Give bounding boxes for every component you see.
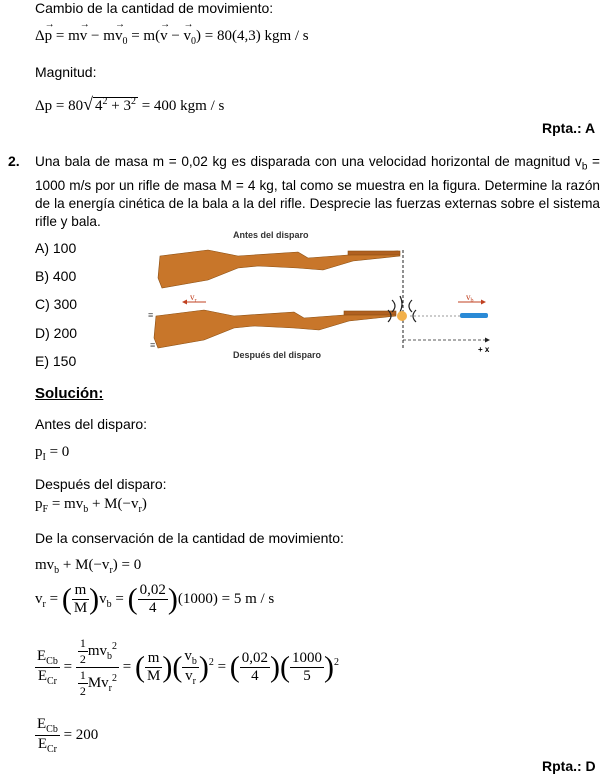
label-after-shot: Después del disparo: [233, 350, 322, 360]
eq-result: $\frac{E_{Cb}}{E_{Cr}}$ = 200: [37, 716, 99, 755]
before-shot-label: Antes del disparo:: [35, 416, 148, 432]
magnitude-label: Magnitud:: [35, 64, 97, 80]
option-a: A) 100: [35, 240, 77, 256]
problem-number: 2.: [8, 153, 20, 169]
rifle-figure: [148, 228, 518, 364]
rifle-before-icon: [158, 250, 400, 288]
rifle-after-icon: [154, 310, 396, 348]
label-axis: + x: [478, 345, 490, 354]
label-vr: $v_r$: [190, 292, 197, 304]
eq-vr: $v_r$ = ( $\frac{m}{M}$ )$v_b$ = ( $\frac{0,02}{4}$ )(1000) = 5 m / s: [35, 582, 275, 616]
option-d: D) 200: [35, 325, 78, 341]
momentum-change-equation: Δp → = mv → − mv → $_0$ = m(v → − v → $_0$) = 80(4,3) kgm / s: [35, 19, 309, 47]
change-momentum-heading: Cambio de la cantidad de movimiento:: [35, 0, 274, 16]
magnitude-equation: Δp = 80√ $4^2 + 3^2 = 400$ kgm / s: [35, 94, 225, 114]
label-vb: $v_b$: [466, 292, 474, 304]
problem-statement: Una bala de masa m = 0,02 kg es disparada con una velocidad horizontal de magnitud $v_b = 1000$ m/s por un rifle de masa M = 4 kg, tal como se muestra en la figura. Determine la razón de la energía cinética de la bala a la del rifle. Desprecie las fuerzas externas sobre el sistema rifle y bala.: [35, 154, 600, 229]
svg-text:≡: ≡: [148, 310, 154, 320]
answer-a: Rpta.: A: [542, 120, 596, 136]
eq-conservation: $mv_b + M(-v_r) = 0$: [35, 557, 142, 576]
option-b: B) 400: [35, 268, 77, 284]
eq-before: $p_I = 0$: [35, 444, 70, 463]
solution-title: Solución:: [35, 385, 104, 402]
label-before-shot: Antes del disparo: [233, 230, 309, 240]
conservation-label: De la conservación de la cantidad de movimiento:: [35, 530, 344, 546]
answer-d: Rpta.: D: [542, 758, 596, 774]
option-c: C) 300: [35, 296, 78, 312]
eq-energy-ratio: $\frac{E_{Cb}}{E_{Cr}}$ = $\frac{1}{2}$ $mv_b^2$ $\frac{1}{2}$ $Mv_r^2$ = ( $\frac{m}{M}$ )( $\frac{v_b}{v_r}$ )$^2$ = ( $\frac{0,02}{4}$ )( $\frac{1000}{5}$ )$^2$: [37, 636, 340, 698]
eq-after: $p_F = mv_b + M(-v_r)$: [35, 496, 147, 515]
svg-text:≡: ≡: [150, 340, 156, 350]
option-e: E) 150: [35, 353, 77, 369]
bullet-icon: [460, 313, 488, 318]
after-shot-label: Después del disparo:: [35, 476, 167, 492]
